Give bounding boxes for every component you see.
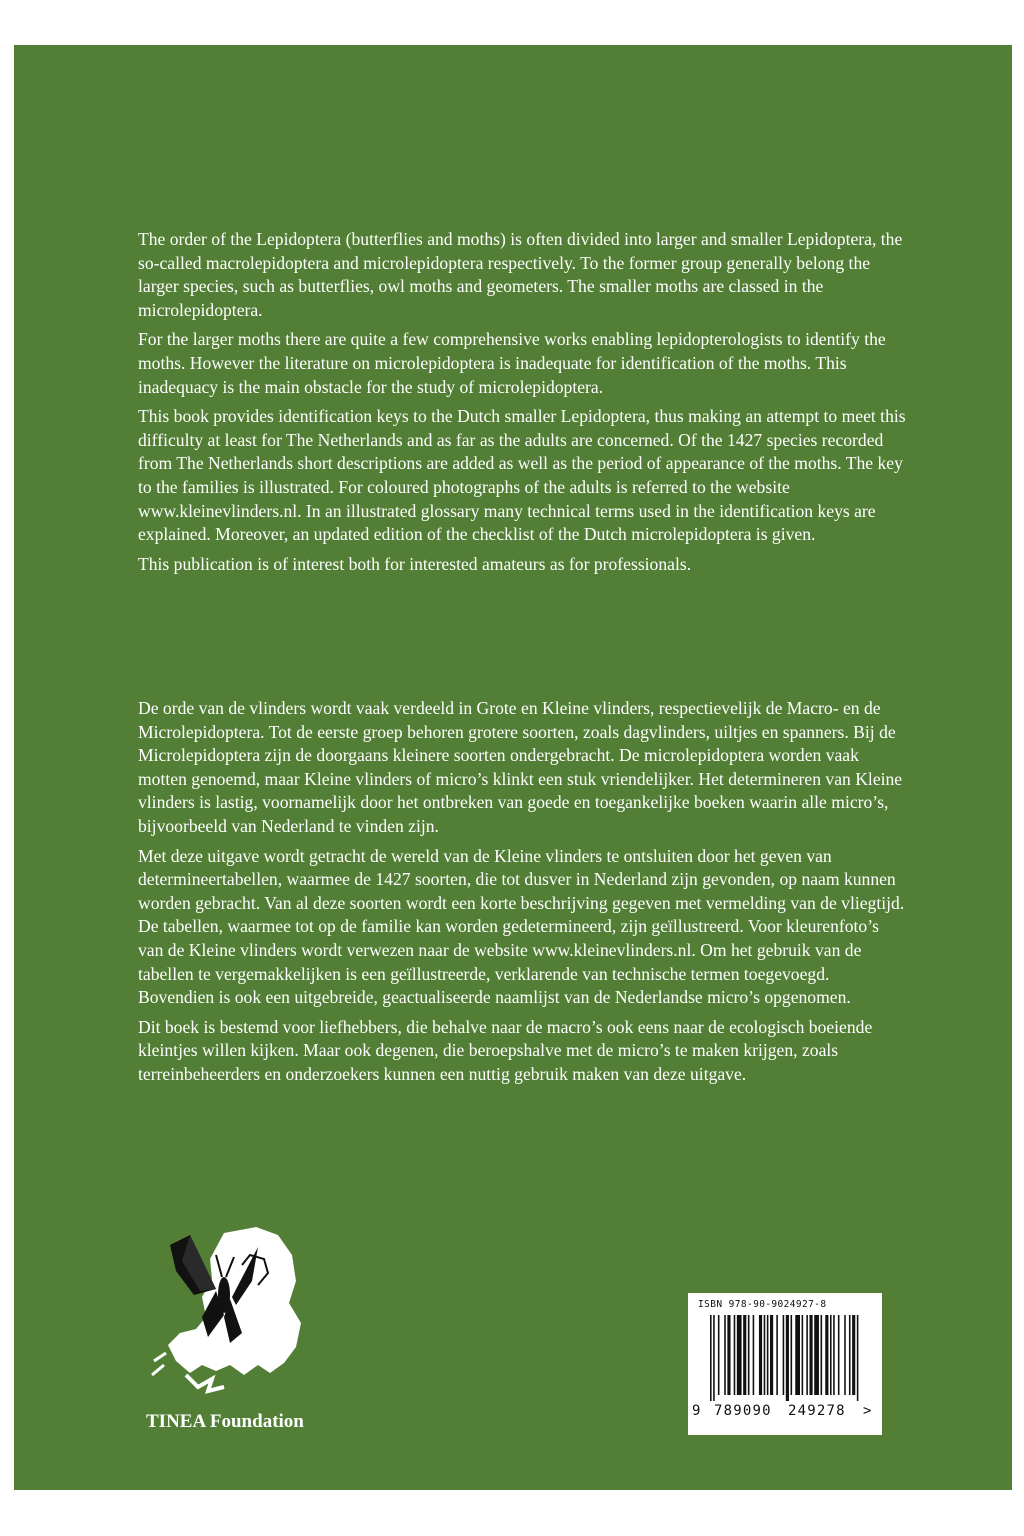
barcode-bars: [710, 1315, 860, 1401]
english-paragraph: For the larger moths there are quite a few comprehensive works enabling lepidopterologists to identify the moths. However the literature on microlepidoptera is inadequate for identification of the moths. This inadequacy is the main obstacle for the study of microlepidoptera.: [138, 329, 886, 397]
english-paragraph: The order of the Lepidoptera (butterflies and moths) is often divided into larger and smaller Lepidoptera, the so-called macrolepidoptera and microlepidoptera respectively. To the former group generally belong the larger species, such as butterflies, owl moths and geometers. The smaller moths are classed in the microlepidoptera.: [138, 229, 903, 320]
dutch-blurb: [138, 697, 908, 1093]
english-paragraph: This book provides identification keys to the Dutch smaller Lepidoptera, thus making an attempt to meet this difficulty at least for The Netherlands and as far as the adults are concerned. Of the 1427 species recorded from The Netherlands short descriptions are added as well as the period of appearance of the moths. The key to the families is illustrated. For coloured photographs of the adults is referred to the website www.kleinevlinders.nl. In an illustrated glossary many technical terms used in the identification keys are explained. Moreover, an updated edition of the checklist of the Dutch microlepidoptera is given.: [138, 406, 906, 545]
ean-left-digits: 789090: [714, 1403, 772, 1419]
publisher-name: TINEA Foundation: [146, 1411, 304, 1432]
english-blurb: [138, 228, 908, 582]
dutch-paragraph: Dit boek is bestemd voor liefhebbers, die behalve naar de macro’s ook eens naar de ecologisch boeiende kleintjes willen kijken. Maar ook degenen, die beroepshalve met de micro’s te maken krijgen, zoals terreinbeheerders en onderzoekers kunnen een nuttig gebruik maken van deze uitgave.: [138, 1016, 873, 1084]
ean-right-digits: 249278: [788, 1403, 846, 1419]
dutch-paragraph: Met deze uitgave wordt getracht de wereld van de Kleine vlinders te ontsluiten door het geven van determineertabellen, waarmee de 1427 soorten, die tot dusver in Nederland zijn gevonden, op naam kunnen worden gebracht. Van al deze soorten wordt een korte beschrijving gegeven met vermelding van de vliegtijd. De tabellen, waarmee tot op de familie kan worden gedetermineerd, zijn geïllustreerd. Voor kleurenfoto’s van de Kleine vlinders wordt verwezen naar de website www.kleinevlinders.nl. Om het gebruik van de tabellen te vergemakkelijken is een geïllustreerde, verklarende van technische termen toegevoegd. Bovendien is ook een uitgebreide, geactualiseerde naamlijst van de Nederlandse micro’s opgenomen.: [138, 845, 905, 1008]
ean-end-marker: >: [863, 1403, 872, 1419]
moth-over-netherlands-map-logo: [146, 1225, 321, 1395]
english-paragraph: This publication is of interest both for interested amateurs as for professionals.: [138, 553, 692, 574]
ean-lead-digit: 9: [692, 1403, 701, 1419]
isbn-number: ISBN 978-90-9024927-8: [698, 1299, 827, 1310]
dutch-paragraph: De orde van de vlinders wordt vaak verdeeld in Grote en Kleine vlinders, respectievelijk de Macro- en de Microlepidoptera. Tot de eerste groep behoren grotere soorten, zoals dagvlinders, uiltjes en spanners. Bij de Microlepidoptera zijn de doorgaans kleinere soorten ondergebracht. De microlepidoptera worden vaak motten genoemd, maar Kleine vlinders of micro’s klinkt een stuk vriendelijker. Het determineren van Kleine vlinders is lastig, voornamelijk door het ontbreken van goede en toegankelijke boeken waarin alle micro’s, bijvoorbeeld van Nederland te vinden zijn.: [138, 698, 903, 836]
isbn-barcode: [688, 1293, 882, 1435]
book-back-cover: [14, 45, 1012, 1490]
